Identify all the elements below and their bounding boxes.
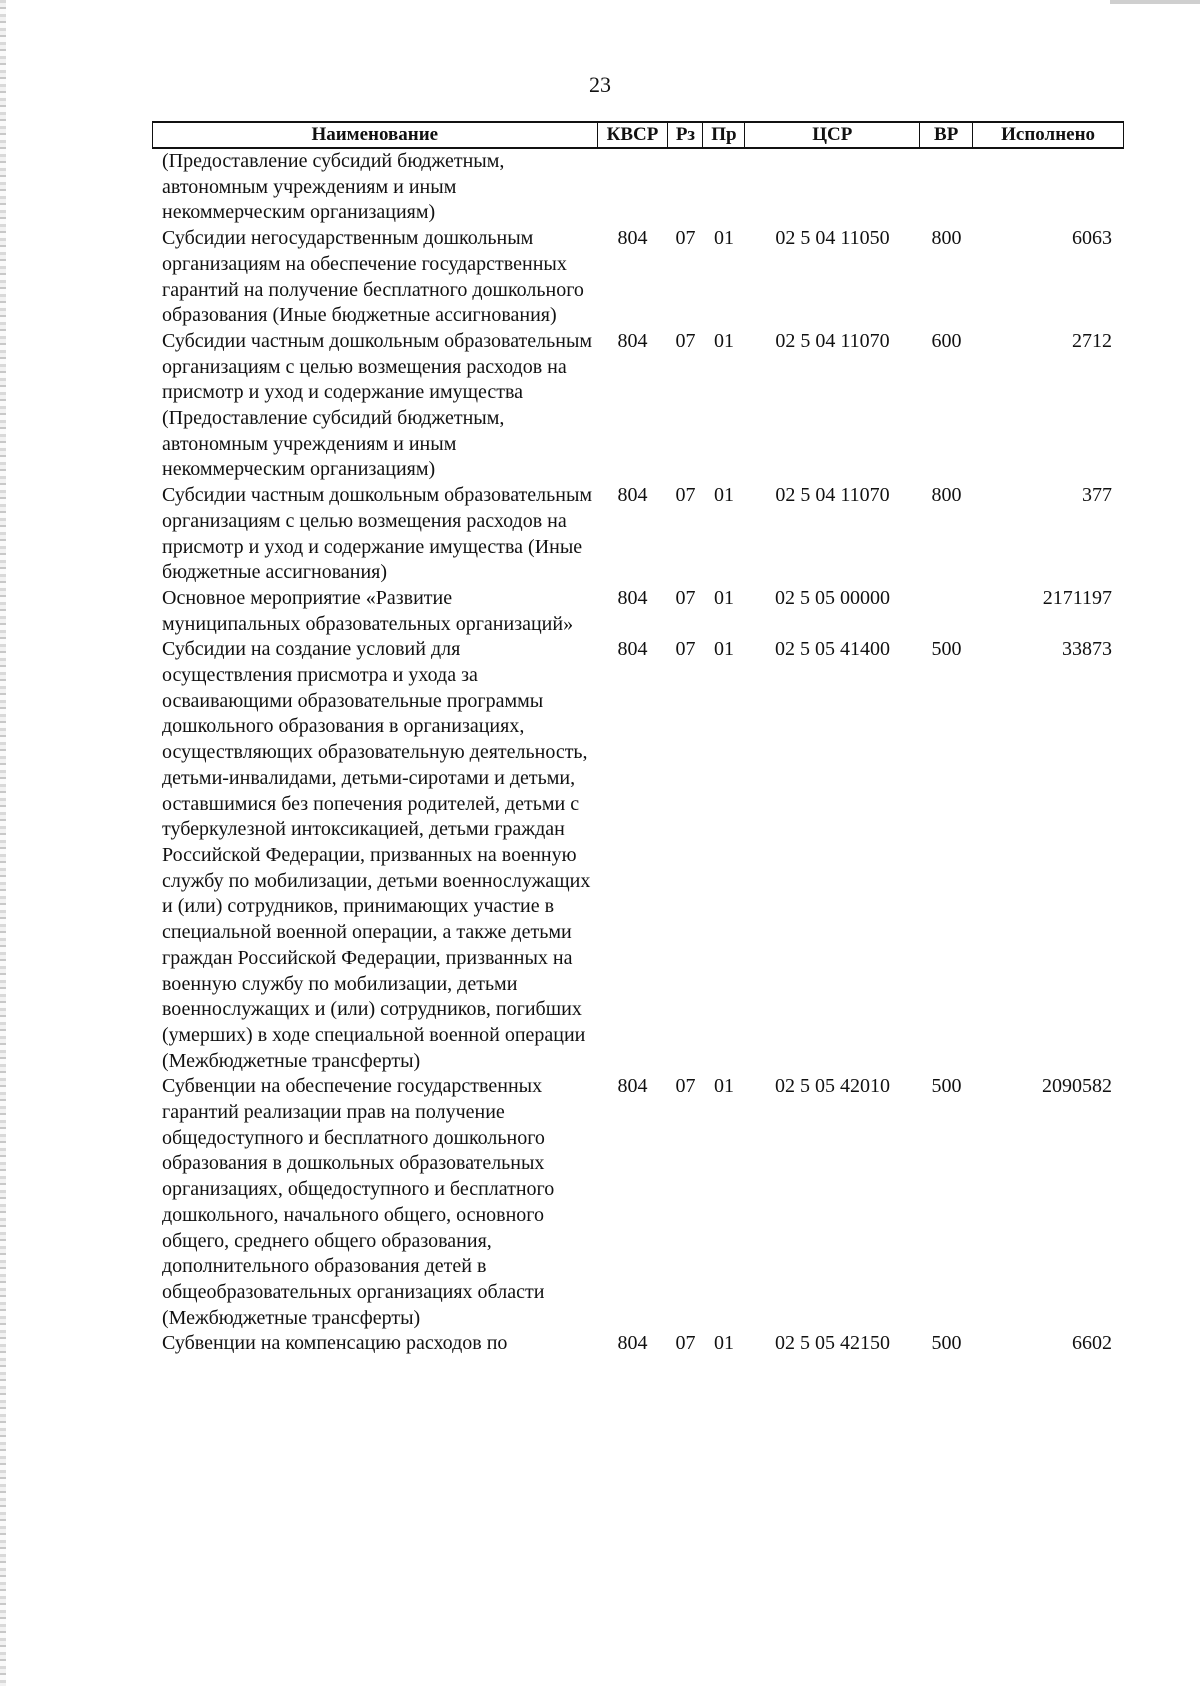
row-csr: 02 5 05 42010 [775, 1075, 890, 1098]
row-executed: 377 [1082, 484, 1112, 507]
row-vr: 600 [931, 329, 962, 352]
row-vr [920, 586, 973, 637]
row-kvsr: 804 [617, 484, 648, 507]
row-pr: 01 [714, 1075, 734, 1098]
row-kvsr: 804 [617, 227, 648, 250]
row-rz: 07 [675, 329, 696, 352]
row-rz: 07 [675, 227, 696, 250]
row-kvsr: 804 [617, 1332, 648, 1355]
table-row [152, 1074, 1124, 1331]
scan-corner-mark [1110, 0, 1200, 4]
row-rz [668, 149, 703, 226]
row-rz: 07 [675, 638, 696, 661]
budget-table [152, 121, 1124, 1357]
row-vr: 800 [931, 227, 962, 250]
row-executed: 6602 [1072, 1332, 1112, 1355]
header-kvsr: КВСР [598, 123, 669, 147]
row-kvsr: 804 [617, 586, 648, 609]
header-executed: Исполнено [973, 123, 1124, 147]
row-kvsr: 804 [617, 638, 648, 661]
table-header [152, 121, 1124, 149]
row-executed [973, 149, 1124, 226]
row-name: Субвенции на компенсацию расходов по [162, 1332, 508, 1355]
header-name: Наименование [153, 123, 598, 147]
header-csr: ЦСР [745, 123, 920, 147]
header-rz: Рз [668, 123, 703, 147]
row-csr: 02 5 04 11070 [775, 484, 890, 507]
table-row [152, 1331, 1124, 1357]
row-name: (Предоставление субсидий бюджетным, автономным учреждениям и иным некоммерческим организациям) [162, 150, 505, 224]
page-number: 23 [589, 72, 611, 97]
table-row [152, 329, 1124, 483]
row-csr: 02 5 04 11050 [775, 227, 890, 250]
row-rz: 07 [675, 1332, 696, 1355]
row-vr: 500 [931, 638, 962, 661]
row-name: Субсидии частным дошкольным образовательным организациям с целью возмещения расходов на присмотр и уход и содержание имущества (Предоставление субсидий бюджетным, автономным учреждениям и иным некоммерческим организациям) [162, 329, 593, 481]
row-name: Субсидии частным дошкольным образовательным организациям с целью возмещения расходов на присмотр и уход и содержание имущества (Иные бюджетные ассигнования) [162, 484, 593, 584]
row-executed: 2712 [1072, 329, 1112, 352]
row-kvsr [597, 149, 668, 226]
row-pr: 01 [714, 638, 734, 661]
row-vr: 500 [931, 1075, 962, 1098]
row-csr: 02 5 05 42150 [775, 1332, 890, 1355]
row-executed: 2090582 [1042, 1075, 1112, 1098]
row-executed: 33873 [1062, 638, 1112, 661]
row-kvsr: 804 [617, 1075, 648, 1098]
row-name: Субсидии негосударственным дошкольным организациям на обеспечение государственных гарантий на получение бесплатного дошкольного образования (Иные бюджетные ассигнования) [162, 227, 584, 327]
row-pr: 01 [714, 1332, 734, 1355]
table-row [152, 586, 1124, 637]
header-pr: Пр [703, 123, 745, 147]
row-csr [745, 149, 920, 226]
row-vr [920, 149, 973, 226]
row-pr [703, 149, 745, 226]
row-executed: 2171197 [1042, 586, 1112, 609]
table-row [152, 149, 1124, 226]
row-name: Основное мероприятие «Развитие муниципальных образовательных организаций» [162, 586, 574, 635]
scan-edge [0, 0, 6, 1686]
row-pr: 01 [714, 227, 734, 250]
row-pr: 01 [714, 484, 734, 507]
row-vr: 800 [931, 484, 962, 507]
row-csr: 02 5 05 00000 [775, 586, 890, 609]
row-csr: 02 5 05 41400 [775, 638, 890, 661]
header-vr: ВР [920, 123, 973, 147]
row-rz: 07 [675, 1075, 696, 1098]
row-pr: 01 [714, 329, 734, 352]
row-pr: 01 [714, 586, 734, 609]
row-name: Субсидии на создание условий для осуществления присмотра и ухода за осваивающими образовательные программы дошкольного образования в организациях, осуществляющих образовательную деятельность, детьми-инвалидами, детьми-сиротами и детьми, оставшимися без попечения родителей, детьми с туберкулезной интоксикацией, детьми граждан Российской Федерации, призванных на военную службу по мобилизации, детьми военнослужащих и (или) сотрудников, принимающих участие в специальной военной операции, а также детьми граждан Российской Федерации, призванных на военную службу по мобилизации, детьми военнослужащих и (или) сотрудников, погибших (умерших) в ходе специальной военной операции (Межбюджетные трансферты) [162, 638, 591, 1072]
row-kvsr: 804 [617, 329, 648, 352]
row-executed: 6063 [1072, 227, 1112, 250]
table-row [152, 483, 1124, 586]
row-name: Субвенции на обеспечение государственных гарантий реализации прав на получение общедоступного и бесплатного дошкольного образования в дошкольных образовательных организациях, общедоступного и бесплатного дошкольного, начального общего, основного общего, среднего общего образования, дополнительного образования детей в общеобразовательных организациях области (Межбюджетные трансферты) [162, 1075, 555, 1329]
row-rz: 07 [675, 484, 696, 507]
row-vr: 500 [931, 1332, 962, 1355]
row-csr: 02 5 04 11070 [775, 329, 890, 352]
table-row [152, 637, 1124, 1074]
row-rz: 07 [675, 586, 696, 609]
table-row [152, 226, 1124, 329]
